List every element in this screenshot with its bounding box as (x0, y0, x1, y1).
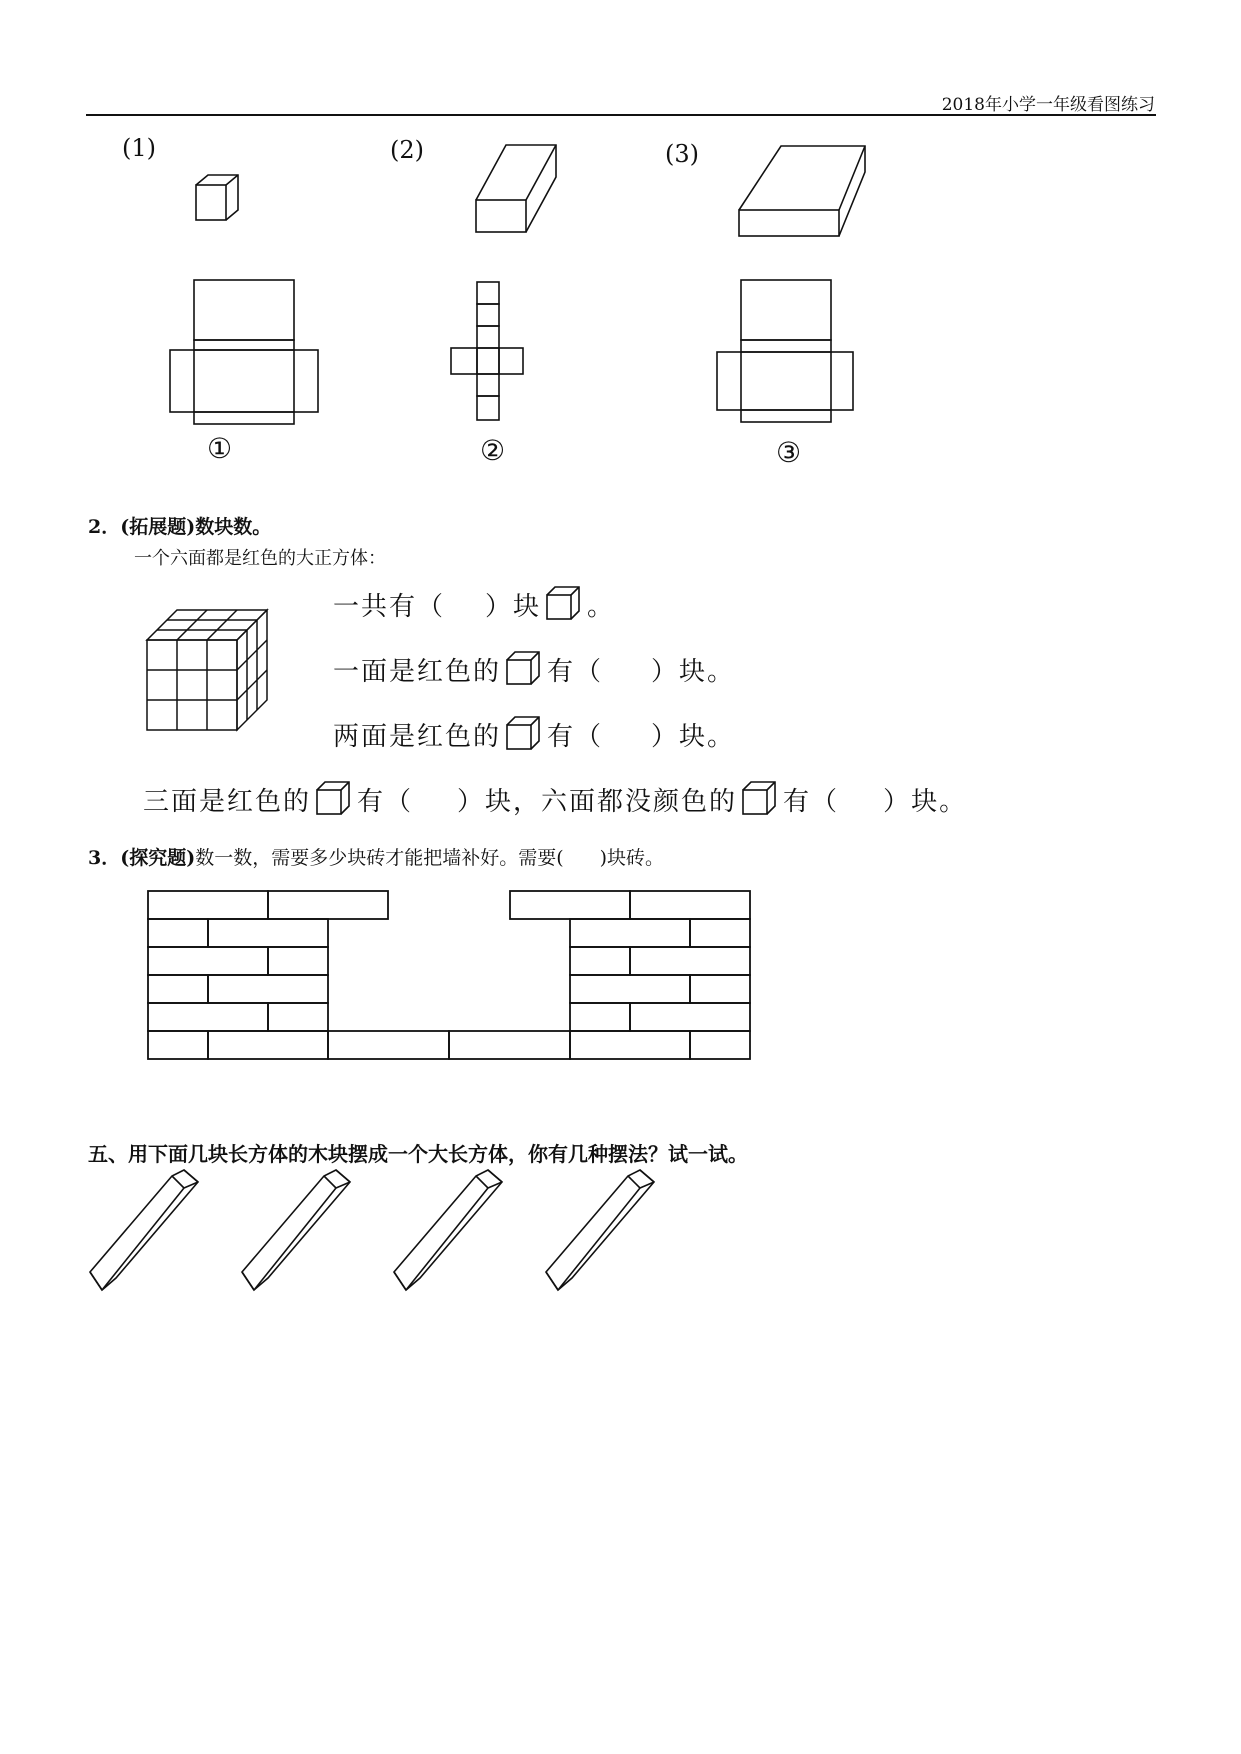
q2-line3-prefix: 两面是红色的 (333, 722, 502, 752)
q2-line1-suffix: 。 (587, 592, 616, 622)
q2-number: 2． (88, 516, 121, 538)
solid-label-3: (3) (665, 140, 699, 168)
q3-text (88, 843, 664, 870)
solid-label-2: (2) (390, 136, 424, 164)
q3-text-b: )块砖。 (599, 847, 665, 869)
small-cube-icon (505, 650, 543, 686)
net-1 (168, 278, 320, 430)
q5-title: 五、用下面几块长方体的木块摆成一个大长方体，你有几种摆法？试一试。 (88, 1142, 748, 1166)
small-cube-icon (545, 585, 583, 621)
q2-line2-suffix: ）块。 (651, 657, 736, 687)
q2-line3-mid: 有（ (547, 722, 604, 752)
q2-line2-prefix: 一面是红色的 (333, 657, 502, 687)
q2-line4-mid3: 有（ (783, 787, 840, 817)
solid-cube-1 (190, 170, 250, 230)
q2-line-three-faces (143, 780, 967, 818)
q3-title: (探究题) (120, 847, 196, 869)
header-rule (86, 114, 1156, 116)
q2-line2-mid: 有（ (547, 657, 604, 687)
q2-line1-mid: ）块 (485, 592, 542, 622)
solid-label-1: (1) (122, 134, 156, 162)
solid-cuboid-2 (470, 140, 570, 240)
q2-subtitle: 一个六面都是红色的大正方体： (134, 548, 386, 569)
net-label-2: ② (480, 434, 506, 467)
q2-line4-prefix: 三面是红色的 (143, 787, 312, 817)
net-2 (447, 280, 537, 424)
q2-title: (拓展题)数块数。 (120, 516, 272, 538)
small-cube-icon (505, 715, 543, 751)
wood-block-2 (240, 1168, 356, 1292)
q2-line-total (333, 585, 615, 623)
q3-number: 3． (88, 847, 121, 869)
wood-block-1 (88, 1168, 204, 1292)
wood-block-3 (392, 1168, 508, 1292)
net-label-1: ① (207, 432, 233, 465)
big-cube-3x3x3 (145, 608, 270, 733)
small-cube-icon (315, 780, 353, 816)
wood-block-4 (544, 1168, 660, 1292)
small-cube-icon (741, 780, 779, 816)
q2-heading (88, 512, 271, 539)
q2-line1-prefix: 一共有（ (333, 592, 446, 622)
solid-cuboid-3 (735, 140, 875, 240)
q2-line3-suffix: ）块。 (651, 722, 736, 752)
q2-line4-mid: 有（ (357, 787, 414, 817)
q2-line4-mid2: ）块，六面都没颜色的 (457, 787, 738, 817)
q2-line4-suffix: ）块。 (883, 787, 968, 817)
net-label-3: ③ (776, 436, 802, 469)
q2-line-one-face (333, 650, 735, 688)
page-header: 2018年小学一年级看图练习 (941, 95, 1155, 115)
brick-wall (147, 890, 752, 1070)
net-3 (715, 278, 855, 428)
q2-line-two-faces (333, 715, 735, 753)
q3-text-a: 数一数，需要多少块砖才能把墙补好。需要( (195, 847, 564, 869)
